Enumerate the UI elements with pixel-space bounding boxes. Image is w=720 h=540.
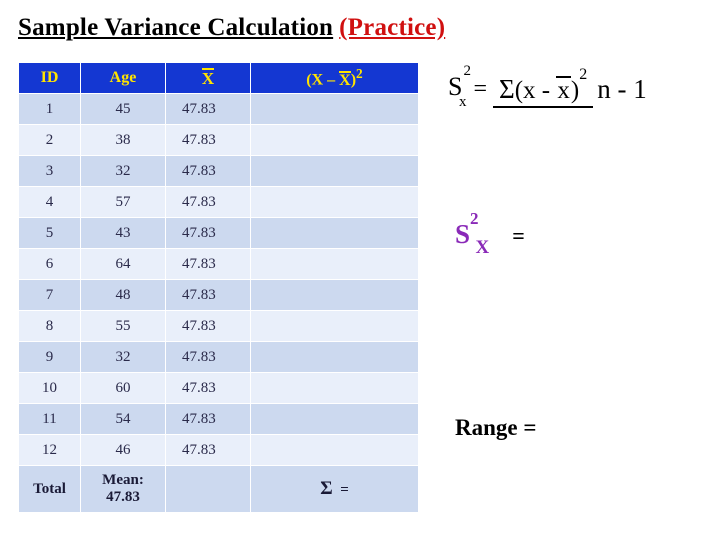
cell-xbar: 47.83 [166, 373, 251, 404]
table-header-row [19, 63, 419, 94]
cell-id: 11 [19, 404, 81, 435]
table-row [19, 311, 419, 342]
table-row [19, 435, 419, 466]
table-row [19, 125, 419, 156]
formula-numerator-suffix: ) [570, 76, 580, 104]
range-answer [455, 415, 536, 441]
cell-xbar: 47.83 [166, 218, 251, 249]
cell-age: 43 [81, 218, 166, 249]
table-row [19, 218, 419, 249]
xbar-overline: X [339, 71, 351, 89]
variance-answer-equals: = [512, 223, 525, 248]
cell-xbar: 47.83 [166, 94, 251, 125]
formula-lhs-sub: x [458, 94, 467, 111]
cell-xbar: 47.83 [166, 156, 251, 187]
formula-equals: = [473, 75, 488, 102]
formula-numerator-prefix: (x - [514, 76, 557, 104]
table-total-row [19, 466, 419, 513]
cell-deviation-squared [251, 373, 419, 404]
cell-mean [81, 466, 166, 513]
table-row [19, 249, 419, 280]
cell-xbar: 47.83 [166, 435, 251, 466]
cell-deviation-squared [251, 156, 419, 187]
cell-xbar: 47.83 [166, 249, 251, 280]
cell-xbar: 47.83 [166, 187, 251, 218]
cell-age: 60 [81, 373, 166, 404]
variance-formula [448, 63, 647, 111]
cell-age: 55 [81, 311, 166, 342]
cell-deviation-squared [251, 404, 419, 435]
cell-age: 57 [81, 187, 166, 218]
variance-table [18, 62, 419, 513]
cell-age: 32 [81, 342, 166, 373]
cell-id: 4 [19, 187, 81, 218]
cell-id: 8 [19, 311, 81, 342]
variance-answer-sup: 2 [470, 209, 479, 228]
cell-deviation-squared [251, 125, 419, 156]
cell-id: 1 [19, 94, 81, 125]
column-header-age: Age [81, 63, 166, 94]
cell-mean-value: 47.83 [106, 489, 140, 505]
page-title-main: Sample Variance Calculation [18, 14, 334, 41]
page-title [18, 14, 445, 42]
formula-lhs-sup: 2 [463, 63, 471, 80]
table-row [19, 187, 419, 218]
formula-numerator-power: 2 [579, 66, 588, 84]
cell-deviation-squared [251, 435, 419, 466]
formula-fraction [493, 66, 647, 105]
sigma-icon: Σ [320, 478, 333, 499]
cell-id: 3 [19, 156, 81, 187]
cell-xbar: 47.83 [166, 404, 251, 435]
cell-xbar: 47.83 [166, 125, 251, 156]
column-header-deviation-squared: (X – X)$^2$ [251, 63, 419, 94]
cell-total-xbar [166, 466, 251, 513]
cell-id: 2 [19, 125, 81, 156]
table-row [19, 373, 419, 404]
cell-deviation-squared [251, 249, 419, 280]
cell-id: 9 [19, 342, 81, 373]
cell-age: 45 [81, 94, 166, 125]
table-row [19, 342, 419, 373]
table-row [19, 404, 419, 435]
cell-deviation-squared [251, 187, 419, 218]
column-header-xbar-text: X [201, 68, 215, 88]
page-title-practice: (Practice) [339, 14, 446, 41]
cell-deviation-squared [251, 311, 419, 342]
cell-sum-deviation-squared [251, 466, 419, 513]
cell-age: 48 [81, 280, 166, 311]
cell-id: 5 [19, 218, 81, 249]
cell-age: 32 [81, 156, 166, 187]
cell-xbar: 47.83 [166, 311, 251, 342]
cell-deviation-squared [251, 94, 419, 125]
column-header-xbar [166, 63, 251, 94]
cell-age: 54 [81, 404, 166, 435]
table-row [19, 156, 419, 187]
sigma-icon: Σ [499, 73, 515, 104]
cell-xbar: 47.83 [166, 280, 251, 311]
variance-answer [455, 209, 525, 259]
column-header-id: ID [19, 63, 81, 94]
cell-id: 10 [19, 373, 81, 404]
cell-deviation-squared [251, 280, 419, 311]
cell-age: 64 [81, 249, 166, 280]
variance-answer-s: S [455, 219, 471, 249]
formula-xbar: x [557, 76, 570, 104]
cell-total-label: Total [19, 466, 81, 513]
cell-deviation-squared [251, 342, 419, 373]
cell-age: 46 [81, 435, 166, 466]
formula-numerator [493, 66, 593, 108]
cell-id: 6 [19, 249, 81, 280]
cell-id: 7 [19, 280, 81, 311]
cell-id: 12 [19, 435, 81, 466]
formula-lhs [448, 63, 477, 111]
table-row [19, 94, 419, 125]
cell-deviation-squared [251, 218, 419, 249]
formula-lhs-s: S [448, 72, 463, 101]
cell-sum-equals: = [340, 482, 349, 498]
formula-denominator: n - 1 [597, 73, 647, 104]
table-row [19, 280, 419, 311]
cell-mean-label: Mean: [102, 472, 144, 488]
variance-answer-sub: X [475, 237, 490, 259]
cell-xbar: 47.83 [166, 342, 251, 373]
cell-age: 38 [81, 125, 166, 156]
range-answer-label: Range = [455, 415, 537, 440]
